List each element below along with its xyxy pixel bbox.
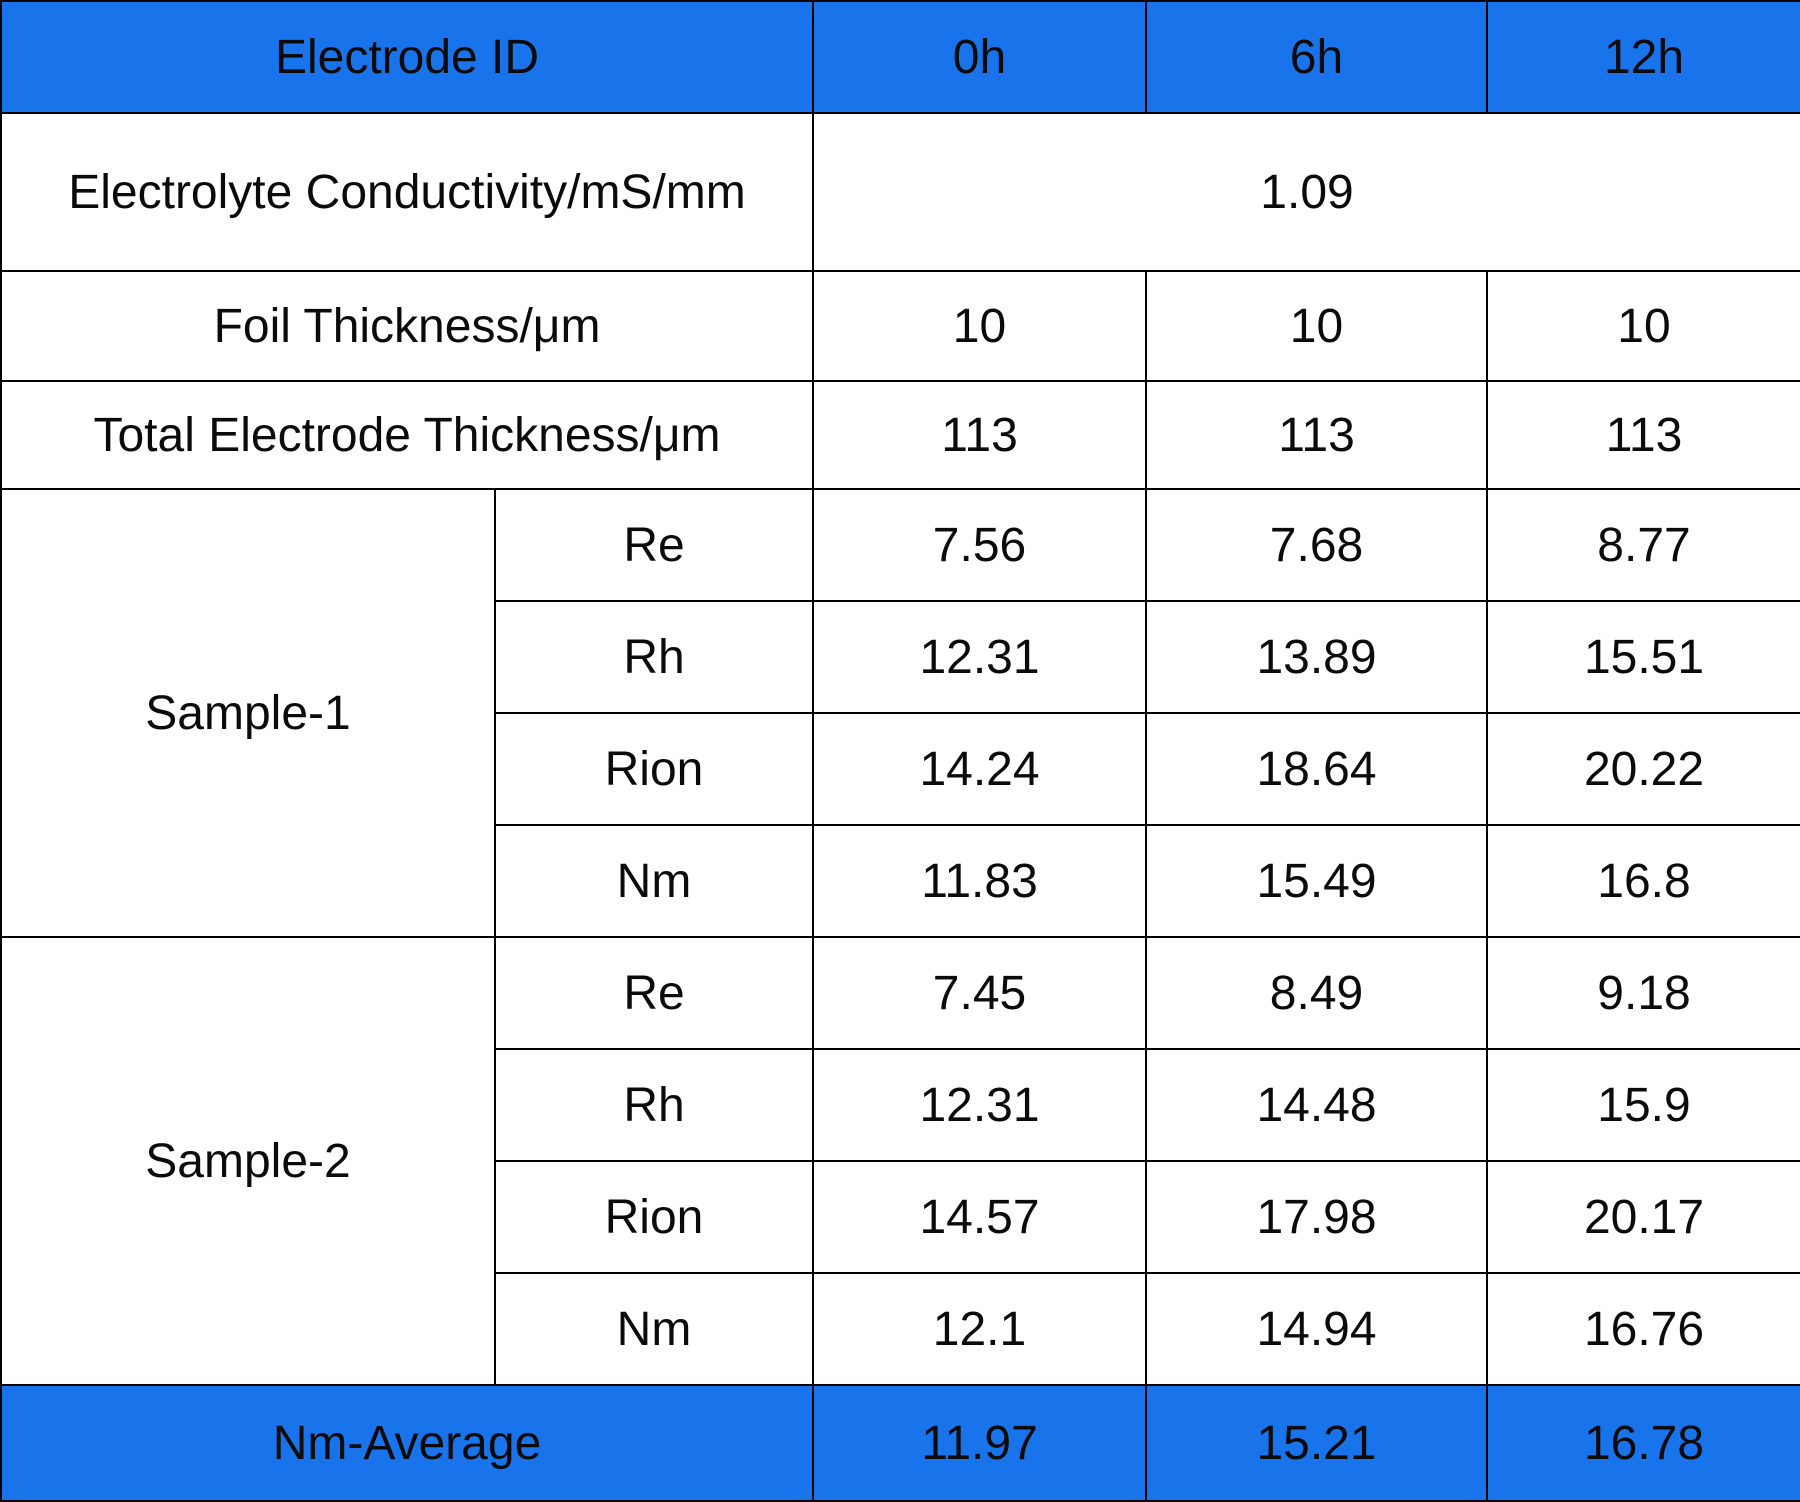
foil-thickness-value-0h: 10 bbox=[813, 271, 1146, 381]
sample2-re-0h: 7.45 bbox=[813, 937, 1146, 1049]
sample1-re-0h: 7.56 bbox=[813, 489, 1146, 601]
sample2-re-12h: 9.18 bbox=[1487, 937, 1800, 1049]
nm-average-row bbox=[1, 1385, 1800, 1501]
sample1-rion-0h: 14.24 bbox=[813, 713, 1146, 825]
conductivity-label: Electrolyte Conductivity/mS/mm bbox=[1, 113, 813, 271]
sample1-label: Sample-1 bbox=[1, 489, 495, 937]
header-row bbox=[1, 1, 1800, 113]
metric-name-rion: Rion bbox=[495, 1161, 813, 1273]
total-thickness-value-12h: 113 bbox=[1487, 381, 1800, 489]
sample1-nm-0h: 11.83 bbox=[813, 825, 1146, 937]
sample2-label: Sample-2 bbox=[1, 937, 495, 1385]
total-thickness-label: Total Electrode Thickness/μm bbox=[1, 381, 813, 489]
sample2-rion-12h: 20.17 bbox=[1487, 1161, 1800, 1273]
conductivity-row bbox=[1, 113, 1800, 271]
header-col-0h: 0h bbox=[813, 1, 1146, 113]
foil-thickness-row bbox=[1, 271, 1800, 381]
sample2-nm-12h: 16.76 bbox=[1487, 1273, 1800, 1385]
sample1-re-6h: 7.68 bbox=[1146, 489, 1487, 601]
header-col-6h: 6h bbox=[1146, 1, 1487, 113]
total-thickness-value-0h: 113 bbox=[813, 381, 1146, 489]
sample2-re-row bbox=[1, 937, 1800, 1049]
foil-thickness-label: Foil Thickness/μm bbox=[1, 271, 813, 381]
conductivity-value: 1.09 bbox=[813, 113, 1800, 271]
sample2-rion-0h: 14.57 bbox=[813, 1161, 1146, 1273]
metric-name-nm: Nm bbox=[495, 825, 813, 937]
foil-thickness-value-6h: 10 bbox=[1146, 271, 1487, 381]
metric-name-re: Re bbox=[495, 937, 813, 1049]
sample2-nm-6h: 14.94 bbox=[1146, 1273, 1487, 1385]
sample2-rh-12h: 15.9 bbox=[1487, 1049, 1800, 1161]
sample2-rh-6h: 14.48 bbox=[1146, 1049, 1487, 1161]
sample1-nm-12h: 16.8 bbox=[1487, 825, 1800, 937]
header-electrode-id: Electrode ID bbox=[1, 1, 813, 113]
metric-name-rh: Rh bbox=[495, 1049, 813, 1161]
sample1-re-row bbox=[1, 489, 1800, 601]
metric-name-nm: Nm bbox=[495, 1273, 813, 1385]
metric-name-re: Re bbox=[495, 489, 813, 601]
total-thickness-value-6h: 113 bbox=[1146, 381, 1487, 489]
sample2-re-6h: 8.49 bbox=[1146, 937, 1487, 1049]
metric-name-rh: Rh bbox=[495, 601, 813, 713]
sample1-rion-6h: 18.64 bbox=[1146, 713, 1487, 825]
sample1-nm-6h: 15.49 bbox=[1146, 825, 1487, 937]
sample1-rh-6h: 13.89 bbox=[1146, 601, 1487, 713]
sample1-re-12h: 8.77 bbox=[1487, 489, 1800, 601]
sample2-rh-0h: 12.31 bbox=[813, 1049, 1146, 1161]
sample2-rion-6h: 17.98 bbox=[1146, 1161, 1487, 1273]
header-col-12h: 12h bbox=[1487, 1, 1800, 113]
sample2-nm-0h: 12.1 bbox=[813, 1273, 1146, 1385]
sample1-rion-12h: 20.22 bbox=[1487, 713, 1800, 825]
sample1-rh-12h: 15.51 bbox=[1487, 601, 1800, 713]
nm-average-6h: 15.21 bbox=[1146, 1385, 1487, 1501]
sample1-rh-0h: 12.31 bbox=[813, 601, 1146, 713]
nm-average-label: Nm-Average bbox=[1, 1385, 813, 1501]
total-thickness-row bbox=[1, 381, 1800, 489]
nm-average-0h: 11.97 bbox=[813, 1385, 1146, 1501]
foil-thickness-value-12h: 10 bbox=[1487, 271, 1800, 381]
metric-name-rion: Rion bbox=[495, 713, 813, 825]
nm-average-12h: 16.78 bbox=[1487, 1385, 1800, 1501]
